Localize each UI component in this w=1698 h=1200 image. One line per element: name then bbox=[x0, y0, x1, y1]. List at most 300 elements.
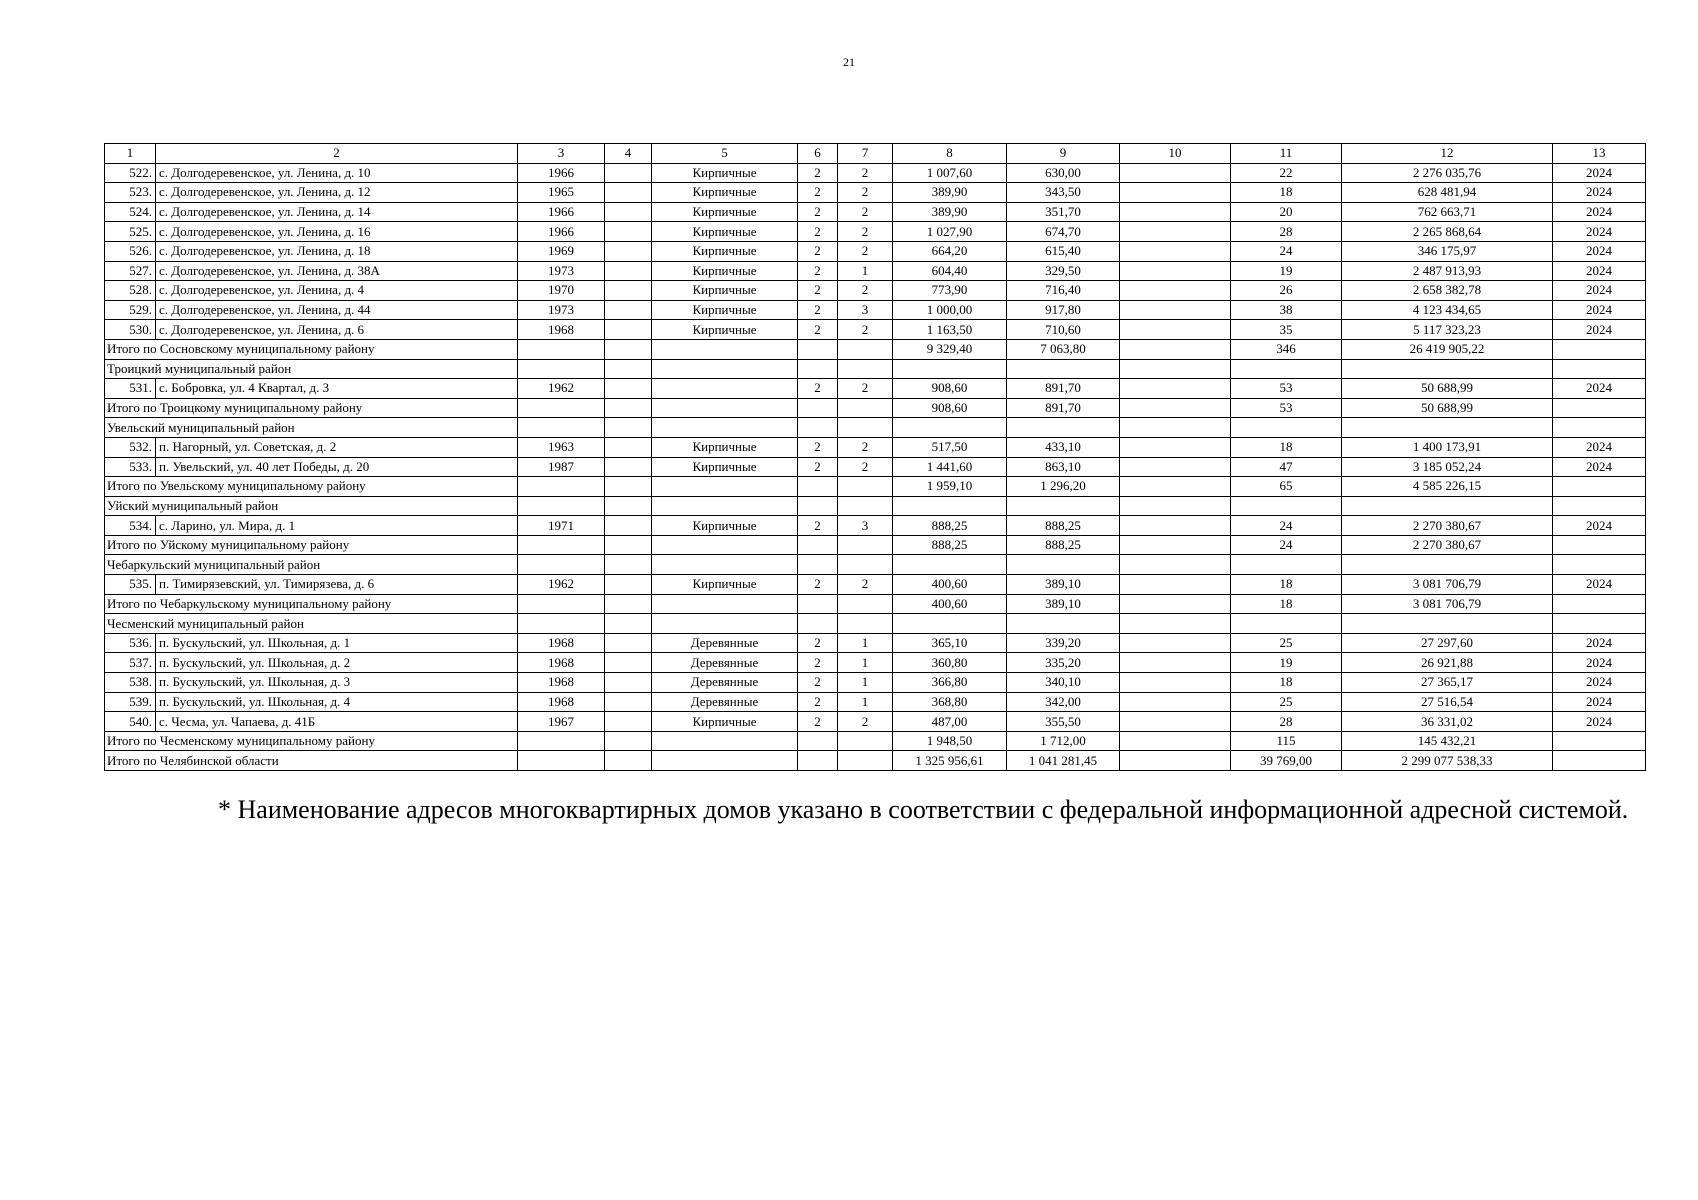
floors-cell: 2 bbox=[798, 575, 838, 595]
col4-cell bbox=[605, 379, 652, 399]
empty-cell bbox=[652, 594, 798, 614]
living-area-cell: 389,10 bbox=[1007, 575, 1120, 595]
entrances-cell: 2 bbox=[838, 457, 893, 477]
section-header-row bbox=[105, 418, 1646, 438]
empty-cell bbox=[652, 398, 798, 418]
total-area-cell: 9 329,40 bbox=[893, 339, 1007, 359]
material-cell: Деревянные bbox=[652, 673, 798, 693]
floors-cell: 2 bbox=[798, 261, 838, 281]
empty-cell bbox=[518, 535, 605, 555]
empty-cell bbox=[518, 751, 605, 771]
year-planned-cell: 2024 bbox=[1553, 712, 1646, 732]
address-cell: с. Бобровка, ул. 4 Квартал, д. 3 bbox=[156, 379, 518, 399]
year-cell: 1966 bbox=[518, 222, 605, 242]
col10-cell bbox=[1120, 163, 1231, 183]
floors-cell: 2 bbox=[798, 673, 838, 693]
empty-cell bbox=[838, 555, 893, 575]
section-header-row bbox=[105, 555, 1646, 575]
empty-cell bbox=[838, 339, 893, 359]
col4-cell bbox=[605, 633, 652, 653]
empty-cell bbox=[1553, 594, 1646, 614]
empty-cell bbox=[1007, 496, 1120, 516]
subtotal-label: Итого по Троицкому муниципальному району bbox=[105, 398, 518, 418]
year-planned-cell: 2024 bbox=[1553, 653, 1646, 673]
empty-cell bbox=[605, 359, 652, 379]
year-planned-cell: 2024 bbox=[1553, 437, 1646, 457]
empty-cell bbox=[838, 418, 893, 438]
empty-cell bbox=[652, 535, 798, 555]
subtotal-label: Итого по Челябинской области bbox=[105, 751, 518, 771]
table-row bbox=[105, 202, 1646, 222]
living-area-cell: 863,10 bbox=[1007, 457, 1120, 477]
material-cell bbox=[652, 379, 798, 399]
col10-cell bbox=[1120, 222, 1231, 242]
residents-cell: 28 bbox=[1231, 712, 1342, 732]
year-cell: 1967 bbox=[518, 712, 605, 732]
total-area-cell: 487,00 bbox=[893, 712, 1007, 732]
col10-cell bbox=[1120, 673, 1231, 693]
cost-cell: 26 419 905,22 bbox=[1342, 339, 1553, 359]
empty-cell bbox=[1553, 555, 1646, 575]
floors-cell: 2 bbox=[798, 457, 838, 477]
row-number: 536. bbox=[105, 633, 156, 653]
entrances-cell: 1 bbox=[838, 653, 893, 673]
residents-cell: 53 bbox=[1231, 379, 1342, 399]
section-label: Троицкий муниципальный район bbox=[105, 359, 518, 379]
address-cell: с. Долгодеревенское, ул. Ленина, д. 38А bbox=[156, 261, 518, 281]
material-cell: Кирпичные bbox=[652, 575, 798, 595]
floors-cell: 2 bbox=[798, 222, 838, 242]
total-area-cell: 908,60 bbox=[893, 379, 1007, 399]
material-cell: Кирпичные bbox=[652, 241, 798, 261]
living-area-cell: 674,70 bbox=[1007, 222, 1120, 242]
col10-cell bbox=[1120, 653, 1231, 673]
col4-cell bbox=[605, 575, 652, 595]
subtotal-label: Итого по Чесменскому муниципальному району bbox=[105, 731, 518, 751]
total-area-cell: 389,90 bbox=[893, 202, 1007, 222]
cost-cell: 145 432,21 bbox=[1342, 731, 1553, 751]
cost-cell: 3 081 706,79 bbox=[1342, 575, 1553, 595]
address-cell: п. Нагорный, ул. Советская, д. 2 bbox=[156, 437, 518, 457]
material-cell: Деревянные bbox=[652, 633, 798, 653]
row-number: 540. bbox=[105, 712, 156, 732]
row-number: 539. bbox=[105, 692, 156, 712]
empty-cell bbox=[518, 339, 605, 359]
year-cell: 1973 bbox=[518, 261, 605, 281]
entrances-cell: 1 bbox=[838, 261, 893, 281]
floors-cell: 2 bbox=[798, 633, 838, 653]
year-cell: 1968 bbox=[518, 653, 605, 673]
cost-cell: 3 081 706,79 bbox=[1342, 594, 1553, 614]
col4-cell bbox=[605, 241, 652, 261]
empty-cell bbox=[893, 418, 1007, 438]
floors-cell: 2 bbox=[798, 379, 838, 399]
year-cell: 1968 bbox=[518, 692, 605, 712]
empty-cell bbox=[652, 477, 798, 497]
cost-cell: 2 299 077 538,33 bbox=[1342, 751, 1553, 771]
empty-cell bbox=[652, 496, 798, 516]
year-cell: 1962 bbox=[518, 575, 605, 595]
address-cell: с. Долгодеревенское, ул. Ленина, д. 16 bbox=[156, 222, 518, 242]
section-header-row bbox=[105, 359, 1646, 379]
total-area-cell: 888,25 bbox=[893, 516, 1007, 536]
row-number: 526. bbox=[105, 241, 156, 261]
empty-cell bbox=[838, 359, 893, 379]
col10-cell bbox=[1120, 692, 1231, 712]
floors-cell: 2 bbox=[798, 516, 838, 536]
total-area-cell: 1 163,50 bbox=[893, 320, 1007, 340]
empty-cell bbox=[893, 614, 1007, 634]
residents-cell: 53 bbox=[1231, 398, 1342, 418]
residents-cell: 24 bbox=[1231, 535, 1342, 555]
column-header-11: 11 bbox=[1231, 144, 1342, 164]
subtotal-row bbox=[105, 477, 1646, 497]
year-planned-cell: 2024 bbox=[1553, 163, 1646, 183]
floors-cell: 2 bbox=[798, 300, 838, 320]
col4-cell bbox=[605, 673, 652, 693]
table-row bbox=[105, 183, 1646, 203]
entrances-cell: 2 bbox=[838, 163, 893, 183]
cost-cell: 27 516,54 bbox=[1342, 692, 1553, 712]
floors-cell: 2 bbox=[798, 692, 838, 712]
cost-cell: 3 185 052,24 bbox=[1342, 457, 1553, 477]
address-cell: с. Чесма, ул. Чапаева, д. 41Б bbox=[156, 712, 518, 732]
empty-cell bbox=[838, 535, 893, 555]
col4-cell bbox=[605, 516, 652, 536]
empty-cell bbox=[1553, 614, 1646, 634]
empty-cell bbox=[652, 555, 798, 575]
living-area-cell: 1 712,00 bbox=[1007, 731, 1120, 751]
col10-cell bbox=[1120, 712, 1231, 732]
empty-cell bbox=[1342, 496, 1553, 516]
year-cell: 1987 bbox=[518, 457, 605, 477]
empty-cell bbox=[605, 555, 652, 575]
row-number: 537. bbox=[105, 653, 156, 673]
floors-cell: 2 bbox=[798, 183, 838, 203]
empty-cell bbox=[893, 555, 1007, 575]
row-number: 532. bbox=[105, 437, 156, 457]
cost-cell: 50 688,99 bbox=[1342, 379, 1553, 399]
column-header-8: 8 bbox=[893, 144, 1007, 164]
total-area-cell: 1 325 956,61 bbox=[893, 751, 1007, 771]
empty-cell bbox=[605, 535, 652, 555]
material-cell: Кирпичные bbox=[652, 222, 798, 242]
total-area-cell: 888,25 bbox=[893, 535, 1007, 555]
col4-cell bbox=[605, 712, 652, 732]
floors-cell: 2 bbox=[798, 241, 838, 261]
total-area-cell: 908,60 bbox=[893, 398, 1007, 418]
empty-cell bbox=[1120, 398, 1231, 418]
empty-cell bbox=[652, 614, 798, 634]
empty-cell bbox=[1553, 535, 1646, 555]
empty-cell bbox=[1553, 339, 1646, 359]
empty-cell bbox=[1120, 339, 1231, 359]
empty-cell bbox=[798, 731, 838, 751]
empty-cell bbox=[1342, 555, 1553, 575]
year-planned-cell: 2024 bbox=[1553, 457, 1646, 477]
empty-cell bbox=[1553, 496, 1646, 516]
empty-cell bbox=[1007, 555, 1120, 575]
column-header-9: 9 bbox=[1007, 144, 1120, 164]
empty-cell bbox=[838, 751, 893, 771]
col4-cell bbox=[605, 202, 652, 222]
cost-cell: 2 658 382,78 bbox=[1342, 281, 1553, 301]
column-header-6: 6 bbox=[798, 144, 838, 164]
row-number: 534. bbox=[105, 516, 156, 536]
residents-cell: 115 bbox=[1231, 731, 1342, 751]
entrances-cell: 2 bbox=[838, 202, 893, 222]
total-area-cell: 368,80 bbox=[893, 692, 1007, 712]
residents-cell: 18 bbox=[1231, 673, 1342, 693]
empty-cell bbox=[1553, 477, 1646, 497]
empty-cell bbox=[893, 496, 1007, 516]
cost-cell: 2 265 868,64 bbox=[1342, 222, 1553, 242]
material-cell: Кирпичные bbox=[652, 183, 798, 203]
living-area-cell: 340,10 bbox=[1007, 673, 1120, 693]
total-area-cell: 400,60 bbox=[893, 594, 1007, 614]
table-row bbox=[105, 673, 1646, 693]
empty-cell bbox=[838, 614, 893, 634]
address-cell: с. Долгодеревенское, ул. Ленина, д. 12 bbox=[156, 183, 518, 203]
empty-cell bbox=[1120, 477, 1231, 497]
col10-cell bbox=[1120, 202, 1231, 222]
address-cell: с. Долгодеревенское, ул. Ленина, д. 44 bbox=[156, 300, 518, 320]
empty-cell bbox=[798, 594, 838, 614]
column-header-2: 2 bbox=[156, 144, 518, 164]
column-header-1: 1 bbox=[105, 144, 156, 164]
address-cell: п. Бускульский, ул. Школьная, д. 1 bbox=[156, 633, 518, 653]
table-row bbox=[105, 575, 1646, 595]
material-cell: Кирпичные bbox=[652, 163, 798, 183]
residents-cell: 22 bbox=[1231, 163, 1342, 183]
floors-cell: 2 bbox=[798, 437, 838, 457]
empty-cell bbox=[605, 614, 652, 634]
empty-cell bbox=[1553, 359, 1646, 379]
cost-cell: 2 270 380,67 bbox=[1342, 535, 1553, 555]
year-cell: 1962 bbox=[518, 379, 605, 399]
residents-cell: 26 bbox=[1231, 281, 1342, 301]
cost-cell: 36 331,02 bbox=[1342, 712, 1553, 732]
entrances-cell: 2 bbox=[838, 712, 893, 732]
address-cell: п. Бускульский, ул. Школьная, д. 3 bbox=[156, 673, 518, 693]
year-cell: 1963 bbox=[518, 437, 605, 457]
year-cell: 1973 bbox=[518, 300, 605, 320]
section-label: Увельский муниципальный район bbox=[105, 418, 518, 438]
entrances-cell: 2 bbox=[838, 320, 893, 340]
year-planned-cell: 2024 bbox=[1553, 222, 1646, 242]
total-area-cell: 389,90 bbox=[893, 183, 1007, 203]
address-cell: п. Бускульский, ул. Школьная, д. 2 bbox=[156, 653, 518, 673]
empty-cell bbox=[1007, 418, 1120, 438]
total-area-cell: 1 007,60 bbox=[893, 163, 1007, 183]
empty-cell bbox=[798, 535, 838, 555]
empty-cell bbox=[1231, 555, 1342, 575]
section-label: Уйский муниципальный район bbox=[105, 496, 518, 516]
empty-cell bbox=[1120, 555, 1231, 575]
residents-cell: 19 bbox=[1231, 653, 1342, 673]
col4-cell bbox=[605, 457, 652, 477]
col10-cell bbox=[1120, 379, 1231, 399]
total-area-cell: 1 000,00 bbox=[893, 300, 1007, 320]
row-number: 524. bbox=[105, 202, 156, 222]
empty-cell bbox=[798, 359, 838, 379]
residents-cell: 28 bbox=[1231, 222, 1342, 242]
total-area-cell: 1 959,10 bbox=[893, 477, 1007, 497]
residents-cell: 25 bbox=[1231, 692, 1342, 712]
table-row bbox=[105, 281, 1646, 301]
entrances-cell: 2 bbox=[838, 575, 893, 595]
material-cell: Кирпичные bbox=[652, 202, 798, 222]
total-area-cell: 366,80 bbox=[893, 673, 1007, 693]
housing-register-table bbox=[104, 143, 1646, 771]
empty-cell bbox=[605, 496, 652, 516]
year-planned-cell: 2024 bbox=[1553, 692, 1646, 712]
empty-cell bbox=[605, 477, 652, 497]
col4-cell bbox=[605, 183, 652, 203]
empty-cell bbox=[1231, 614, 1342, 634]
column-header-7: 7 bbox=[838, 144, 893, 164]
empty-cell bbox=[1120, 594, 1231, 614]
subtotal-row bbox=[105, 398, 1646, 418]
empty-cell bbox=[798, 614, 838, 634]
empty-cell bbox=[518, 418, 605, 438]
entrances-cell: 2 bbox=[838, 281, 893, 301]
cost-cell: 2 487 913,93 bbox=[1342, 261, 1553, 281]
floors-cell: 2 bbox=[798, 281, 838, 301]
entrances-cell: 2 bbox=[838, 437, 893, 457]
empty-cell bbox=[893, 359, 1007, 379]
living-area-cell: 615,40 bbox=[1007, 241, 1120, 261]
year-cell: 1968 bbox=[518, 673, 605, 693]
empty-cell bbox=[1120, 359, 1231, 379]
floors-cell: 2 bbox=[798, 202, 838, 222]
empty-cell bbox=[1120, 535, 1231, 555]
table-row bbox=[105, 300, 1646, 320]
living-area-cell: 891,70 bbox=[1007, 379, 1120, 399]
year-cell: 1968 bbox=[518, 633, 605, 653]
column-header-12: 12 bbox=[1342, 144, 1553, 164]
col10-cell bbox=[1120, 575, 1231, 595]
floors-cell: 2 bbox=[798, 712, 838, 732]
cost-cell: 50 688,99 bbox=[1342, 398, 1553, 418]
empty-cell bbox=[605, 731, 652, 751]
col10-cell bbox=[1120, 300, 1231, 320]
entrances-cell: 2 bbox=[838, 379, 893, 399]
empty-cell bbox=[1007, 359, 1120, 379]
table-body bbox=[105, 144, 1646, 771]
entrances-cell: 3 bbox=[838, 300, 893, 320]
col4-cell bbox=[605, 222, 652, 242]
empty-cell bbox=[838, 496, 893, 516]
total-area-cell: 664,20 bbox=[893, 241, 1007, 261]
year-cell: 1970 bbox=[518, 281, 605, 301]
living-area-cell: 342,00 bbox=[1007, 692, 1120, 712]
cost-cell: 346 175,97 bbox=[1342, 241, 1553, 261]
residents-cell: 39 769,00 bbox=[1231, 751, 1342, 771]
subtotal-label: Итого по Сосновскому муниципальному району bbox=[105, 339, 518, 359]
year-planned-cell: 2024 bbox=[1553, 379, 1646, 399]
empty-cell bbox=[1553, 731, 1646, 751]
residents-cell: 18 bbox=[1231, 183, 1342, 203]
living-area-cell: 891,70 bbox=[1007, 398, 1120, 418]
entrances-cell: 2 bbox=[838, 241, 893, 261]
empty-cell bbox=[1120, 751, 1231, 771]
material-cell: Кирпичные bbox=[652, 457, 798, 477]
year-cell: 1966 bbox=[518, 163, 605, 183]
year-planned-cell: 2024 bbox=[1553, 261, 1646, 281]
col10-cell bbox=[1120, 516, 1231, 536]
cost-cell: 2 276 035,76 bbox=[1342, 163, 1553, 183]
col10-cell bbox=[1120, 320, 1231, 340]
empty-cell bbox=[798, 418, 838, 438]
residents-cell: 24 bbox=[1231, 516, 1342, 536]
subtotal-label: Итого по Чебаркульскому муниципальному району bbox=[105, 594, 518, 614]
row-number: 533. bbox=[105, 457, 156, 477]
living-area-cell: 351,70 bbox=[1007, 202, 1120, 222]
empty-cell bbox=[798, 398, 838, 418]
empty-cell bbox=[838, 594, 893, 614]
material-cell: Кирпичные bbox=[652, 516, 798, 536]
empty-cell bbox=[605, 398, 652, 418]
total-area-cell: 360,80 bbox=[893, 653, 1007, 673]
entrances-cell: 3 bbox=[838, 516, 893, 536]
row-number: 528. bbox=[105, 281, 156, 301]
total-area-cell: 1 948,50 bbox=[893, 731, 1007, 751]
residents-cell: 65 bbox=[1231, 477, 1342, 497]
col4-cell bbox=[605, 300, 652, 320]
row-number: 525. bbox=[105, 222, 156, 242]
year-cell: 1966 bbox=[518, 202, 605, 222]
row-number: 527. bbox=[105, 261, 156, 281]
year-cell: 1965 bbox=[518, 183, 605, 203]
col4-cell bbox=[605, 653, 652, 673]
row-number: 538. bbox=[105, 673, 156, 693]
living-area-cell: 630,00 bbox=[1007, 163, 1120, 183]
empty-cell bbox=[605, 339, 652, 359]
section-label: Чебаркульский муниципальный район bbox=[105, 555, 518, 575]
empty-cell bbox=[652, 731, 798, 751]
address-cell: п. Увельский, ул. 40 лет Победы, д. 20 bbox=[156, 457, 518, 477]
subtotal-label: Итого по Увельскому муниципальному району bbox=[105, 477, 518, 497]
living-area-cell: 7 063,80 bbox=[1007, 339, 1120, 359]
cost-cell: 27 365,17 bbox=[1342, 673, 1553, 693]
year-planned-cell: 2024 bbox=[1553, 575, 1646, 595]
row-number: 522. bbox=[105, 163, 156, 183]
subtotal-row bbox=[105, 594, 1646, 614]
col10-cell bbox=[1120, 633, 1231, 653]
column-header-10: 10 bbox=[1120, 144, 1231, 164]
col4-cell bbox=[605, 261, 652, 281]
floors-cell: 2 bbox=[798, 163, 838, 183]
total-area-cell: 773,90 bbox=[893, 281, 1007, 301]
material-cell: Кирпичные bbox=[652, 281, 798, 301]
residents-cell: 18 bbox=[1231, 437, 1342, 457]
year-cell: 1968 bbox=[518, 320, 605, 340]
year-planned-cell: 2024 bbox=[1553, 633, 1646, 653]
living-area-cell: 888,25 bbox=[1007, 535, 1120, 555]
address-cell: с. Долгодеревенское, ул. Ленина, д. 6 bbox=[156, 320, 518, 340]
living-area-cell: 716,40 bbox=[1007, 281, 1120, 301]
year-planned-cell: 2024 bbox=[1553, 320, 1646, 340]
cost-cell: 27 297,60 bbox=[1342, 633, 1553, 653]
table-row bbox=[105, 457, 1646, 477]
material-cell: Кирпичные bbox=[652, 437, 798, 457]
residents-cell: 35 bbox=[1231, 320, 1342, 340]
row-number: 523. bbox=[105, 183, 156, 203]
col10-cell bbox=[1120, 183, 1231, 203]
col4-cell bbox=[605, 437, 652, 457]
footnote: * Наименование адресов многоквартирных домов указано в соответствии с федеральной информационной адресной системой. bbox=[218, 795, 1629, 824]
